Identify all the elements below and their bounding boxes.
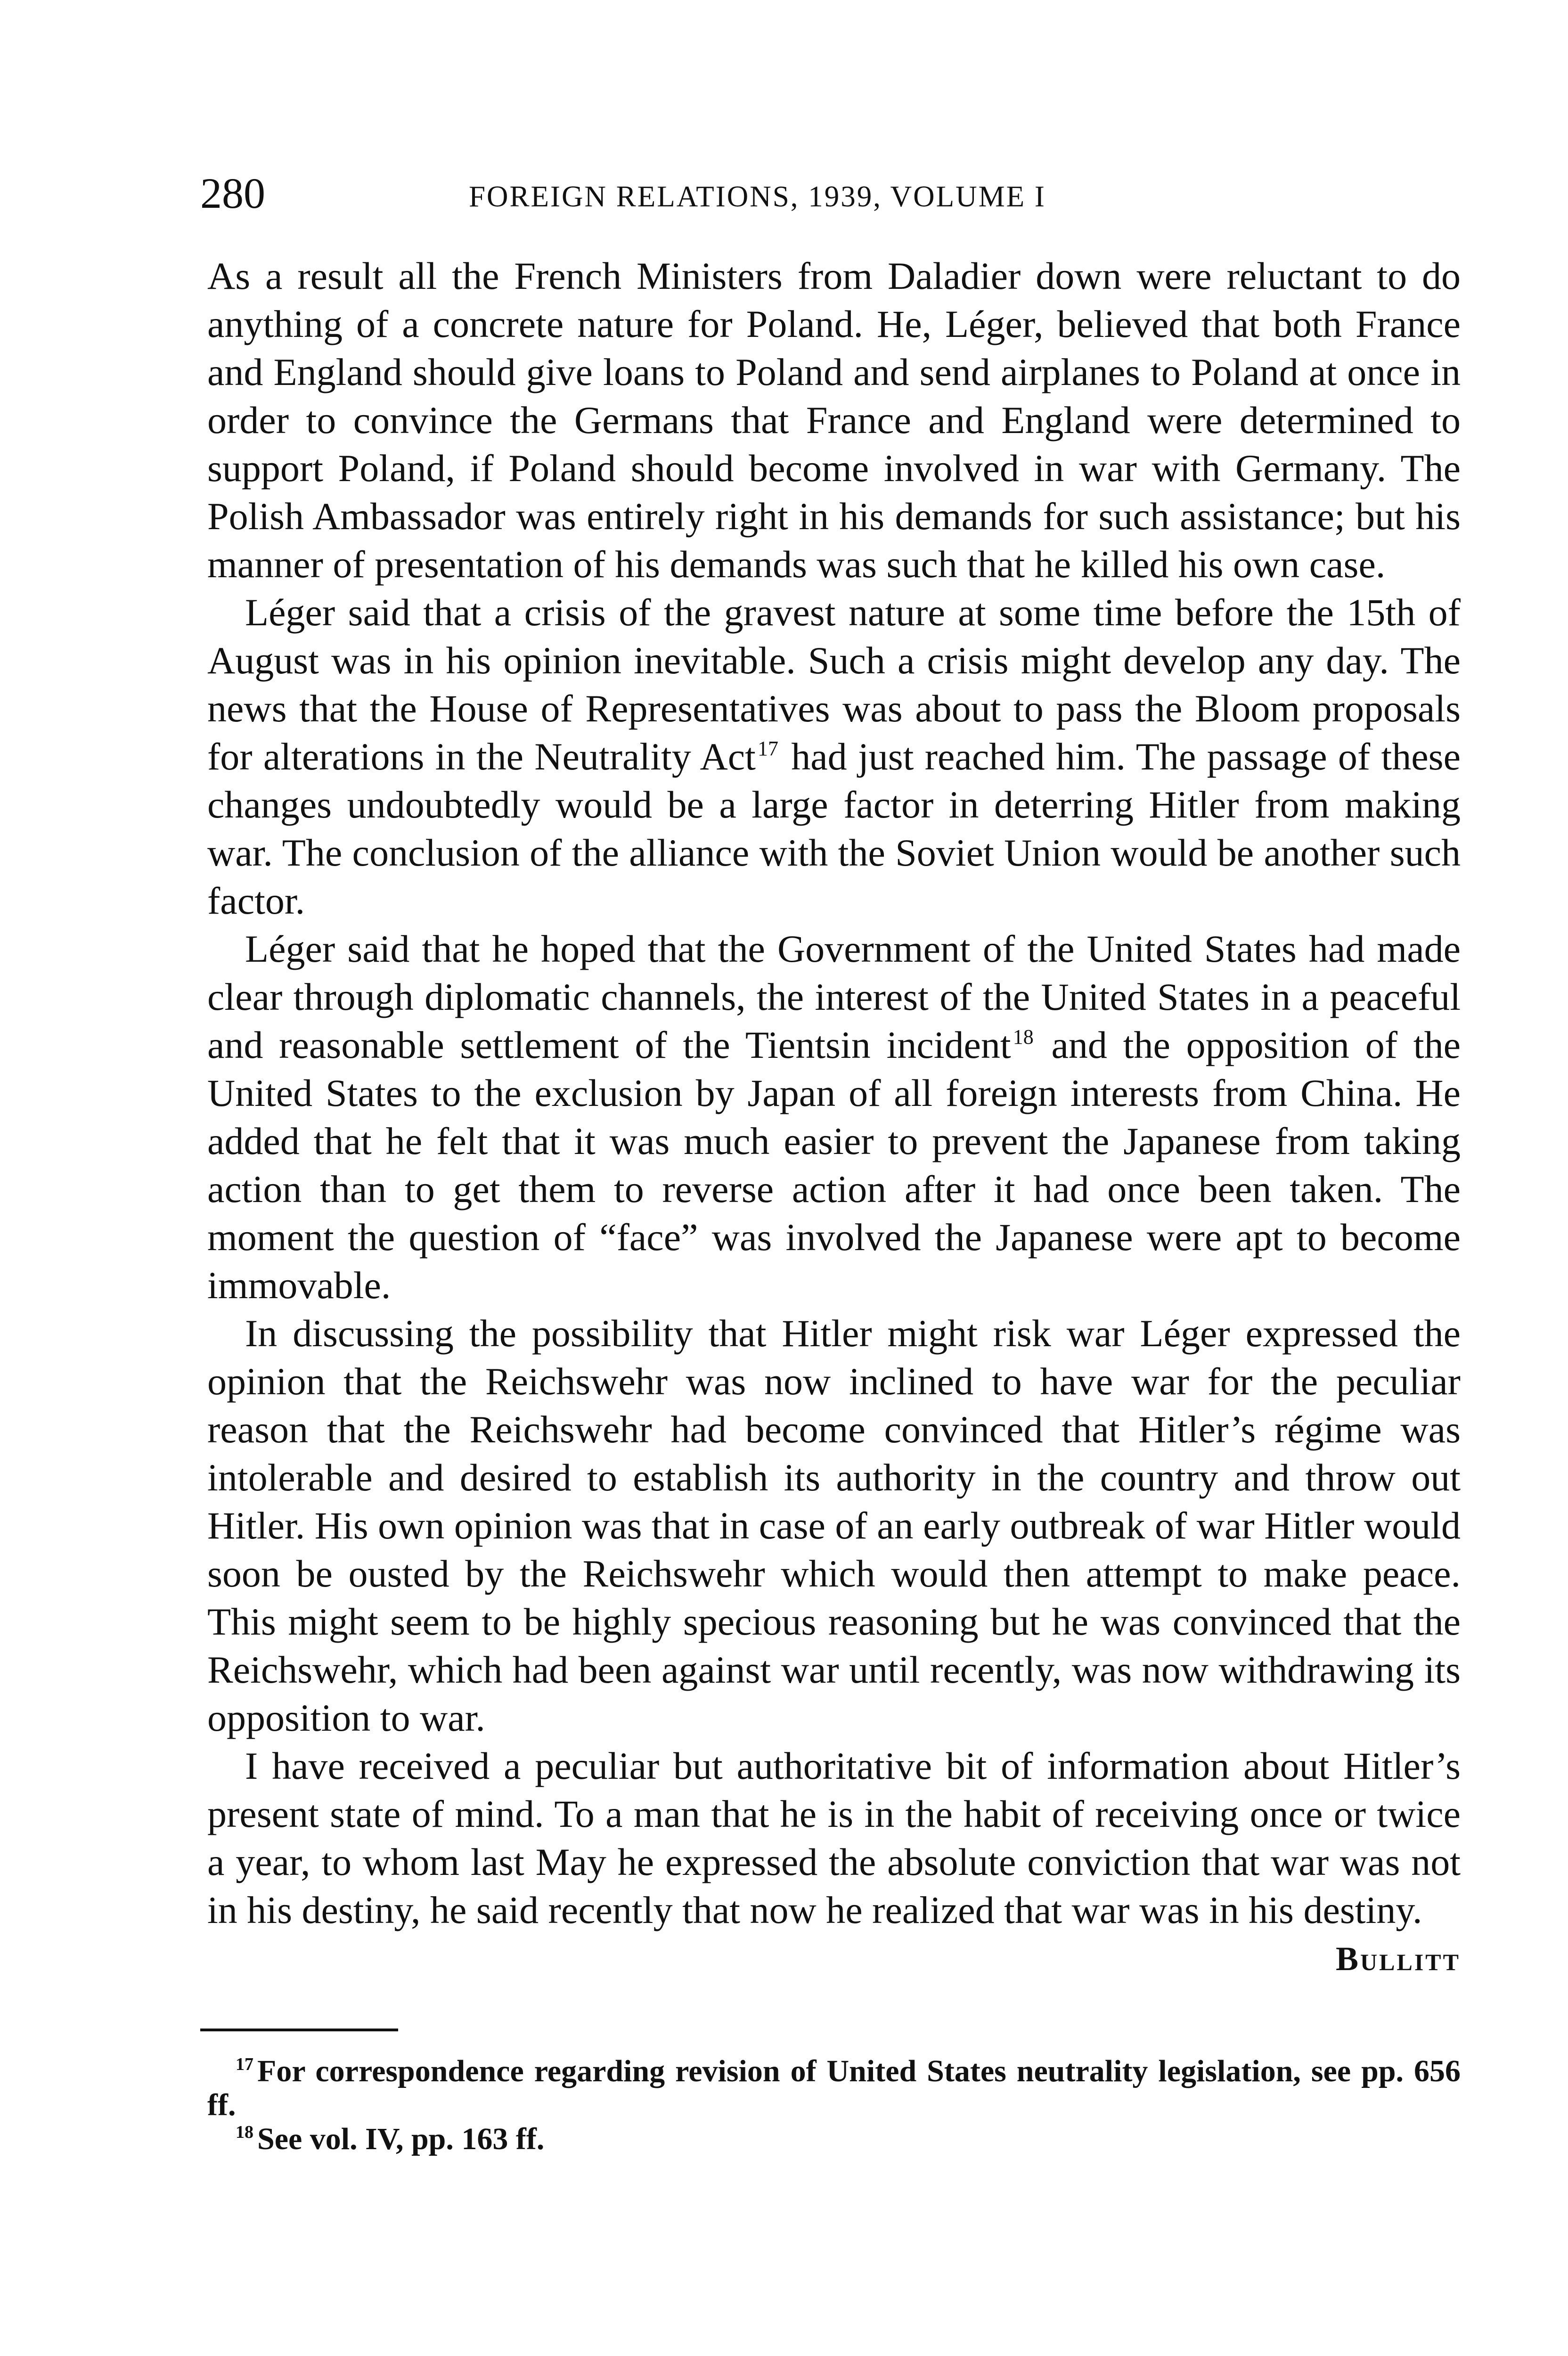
paragraph-4-text: In discussing the possibility that Hitler might risk war Léger expressed the opinion that the Reichswehr was now inclined to have war for the peculiar reason that the Reichswehr had become convinced that Hitler’s régime was intolerable and desired to establish its authority in the country and throw out Hitler. His own opinion was that in case of an early outbreak of war Hitler would soon be ousted by the Reichswehr which would then attempt to make peace. This might seem to be highly specious reasoning but he was convinced that the Reichswehr, which had been against war until recently, was now withdrawing its opposition to war. [207, 1312, 1461, 1739]
paragraph-5-text: I have received a peculiar but authoritative bit of information about Hitler’s present state of mind. To a man that he is in the habit of receiving once or twice a year, to whom last May he expressed the absolute conviction that war was not in his destiny, he said recently that now he realized that war was in his destiny. [207, 1744, 1461, 1931]
paragraph-3 [207, 925, 1461, 1309]
paragraph-2-text-before: Léger said that a crisis of the gravest nature at some time before the 15th of August was in his opinion inevitable. Such a crisis might develop any day. The news that the House of Representatives was about to pass the Bloom proposals for alterations in the Neutrality Act [207, 591, 1461, 778]
footnote-ref-17: 17 [757, 737, 778, 760]
paragraph-1 [207, 252, 1461, 589]
footnote-ref-18: 18 [1013, 1025, 1034, 1048]
paragraph-1-text: As a result all the French Ministers from Daladier down were reluctant to do anything of a concrete nature for Poland. He, Léger, believed that both France and England should give loans to Poland and send airplanes to Poland at once in order to convince the Germans that France and England were determined to support Poland, if Poland should become involved in war with Germany. The Polish Ambassador was entirely right in his demands for such assistance; but his manner of presentation of his demands was such that he killed his own case. [207, 254, 1461, 586]
body-text [207, 252, 1461, 1982]
paragraph-2-text-after: had just reached him. The passage of these changes undoubtedly would be a large factor in deterring Hitler from making war. The conclusion of the alliance with the Soviet Union would be another such factor. [207, 735, 1461, 922]
footnote-18 [207, 2122, 1461, 2156]
page-number: 280 [200, 169, 265, 217]
footnote-divider [200, 2029, 398, 2031]
signature: Bullitt [1336, 1940, 1461, 1978]
paragraph-3-text-after: and the opposition of the United States to the exclusion by Japan of all foreign interests from China. He added that he felt that it was much easier to prevent the Japanese from taking action than to get them to reverse action after it had once been taken. The moment the question of “face” was involved the Japanese were apt to become immovable. [207, 1023, 1461, 1307]
footnote-18-number: 18 [236, 2122, 253, 2142]
paragraph-3-text-before: Léger said that he hoped that the Government of the United States had made clear through diplomatic channels, the interest of the United States in a peaceful and reasonable settlement of the Tientsin incident [207, 927, 1461, 1066]
footnote-17-text: For correspondence regarding revision of United States neutrality legislation, see pp. 656 ff. [207, 2054, 1461, 2122]
paragraph-4 [207, 1309, 1461, 1742]
footnote-18-text: See vol. IV, pp. 163 ff. [257, 2122, 545, 2156]
footnotes [207, 2054, 1461, 2156]
footnote-17 [207, 2054, 1461, 2122]
running-title: FOREIGN RELATIONS, 1939, VOLUME I [469, 180, 1046, 213]
paragraph-5 [207, 1742, 1461, 1934]
paragraph-2 [207, 589, 1461, 925]
running-head [200, 167, 1458, 219]
footnote-17-number: 17 [236, 2054, 253, 2074]
